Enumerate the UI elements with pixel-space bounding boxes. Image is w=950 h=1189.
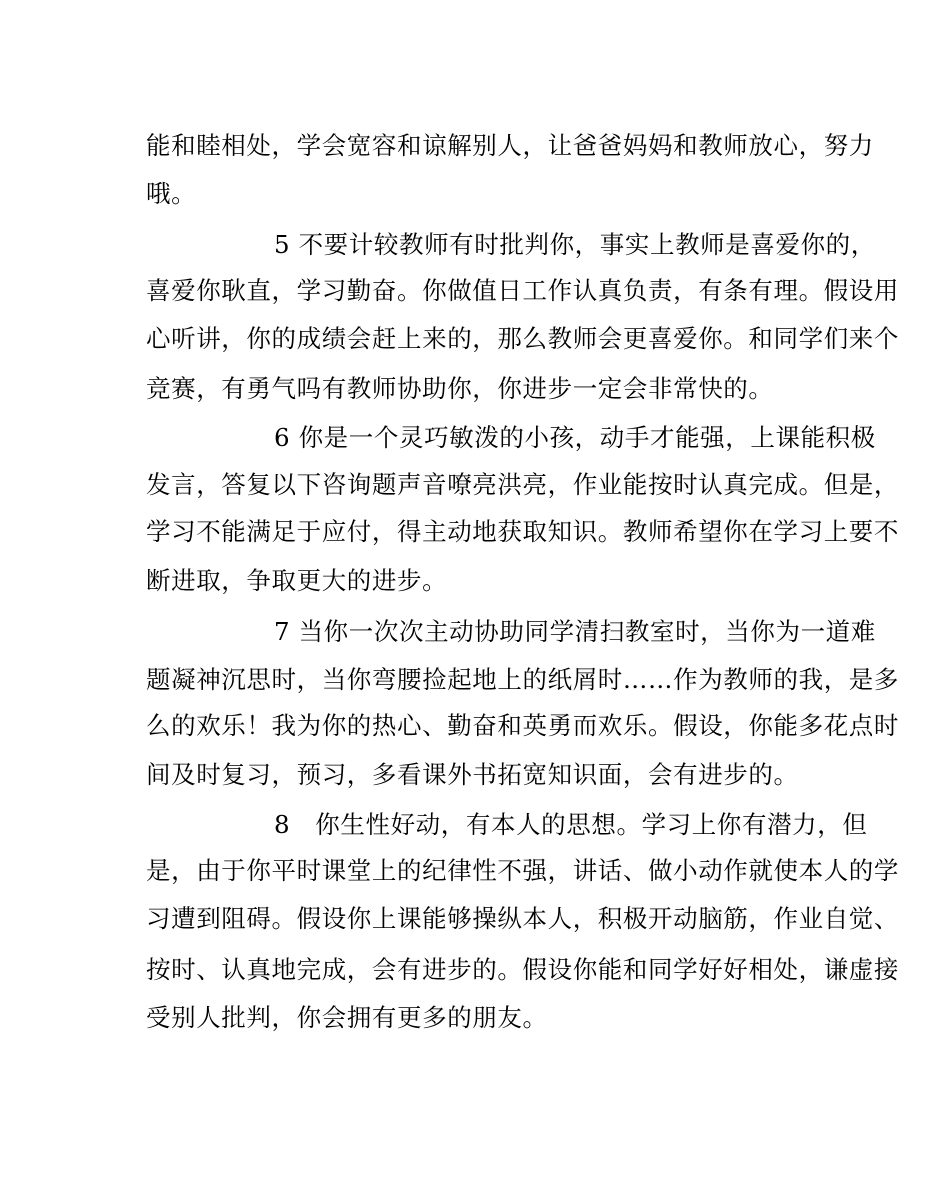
text-line: 是，由于你平时课堂上的纪律性不强，讲话、做小动作就使本人的学 — [146, 856, 899, 885]
text-line: 哦。 — [146, 179, 197, 208]
text-line: 么的欢乐！我为你的热心、勤奋和英勇而欢乐。假设，你能多花点时 — [146, 711, 899, 740]
paragraph-6-first-line: 6 你是一个灵巧敏泼的小孩，动手才能强，上课能积极 — [274, 423, 876, 452]
text-line: 题凝神沉思时，当你弯腰捡起地上的纸屑时……作为教师的我，是多 — [146, 665, 899, 694]
paragraph-7-first-line: 7 当你一次次主动协助同学清扫教室时，当你为一道难 — [274, 617, 876, 646]
paragraph-5-first-line: 5 不要计较教师有时批判你，事实上教师是喜爱你的， — [274, 230, 876, 259]
text-line: 能和睦相处，学会宽容和谅解别人，让爸爸妈妈和教师放心，努力 — [146, 131, 874, 160]
text-line: 发言，答复以下咨询题声音嘹亮洪亮，作业能按时认真完成。但是， — [146, 470, 899, 499]
text-line: 心听讲，你的成绩会赶上来的，那么教师会更喜爱你。和同学们来个 — [146, 324, 899, 353]
text-line: 习遭到阻碍。假设你上课能够操纵本人，积极开动脑筋，作业自觉、 — [146, 904, 899, 933]
text-line: 按时、认真地完成，会有进步的。假设你能和同学好好相处，谦虚接 — [146, 955, 899, 984]
text-line: 受别人批判，你会拥有更多的朋友。 — [146, 1003, 548, 1032]
text-line: 竞赛，有勇气吗有教师协助你，你进步一定会非常快的。 — [146, 374, 774, 403]
text-line: 间及时复习，预习，多看课外书拓宽知识面，会有进步的。 — [146, 760, 799, 789]
paragraph-8-first-line: 8 你生性好动，有本人的思想。学习上你有潜力，但 — [274, 810, 868, 839]
text-line: 断进取，争取更大的进步。 — [146, 566, 448, 595]
text-line: 喜爱你耿直，学习勤奋。你做值日工作认真负责，有条有理。假设用 — [146, 276, 899, 305]
text-line: 学习不能满足于应付，得主动地获取知识。教师希望你在学习上要不 — [146, 517, 899, 546]
